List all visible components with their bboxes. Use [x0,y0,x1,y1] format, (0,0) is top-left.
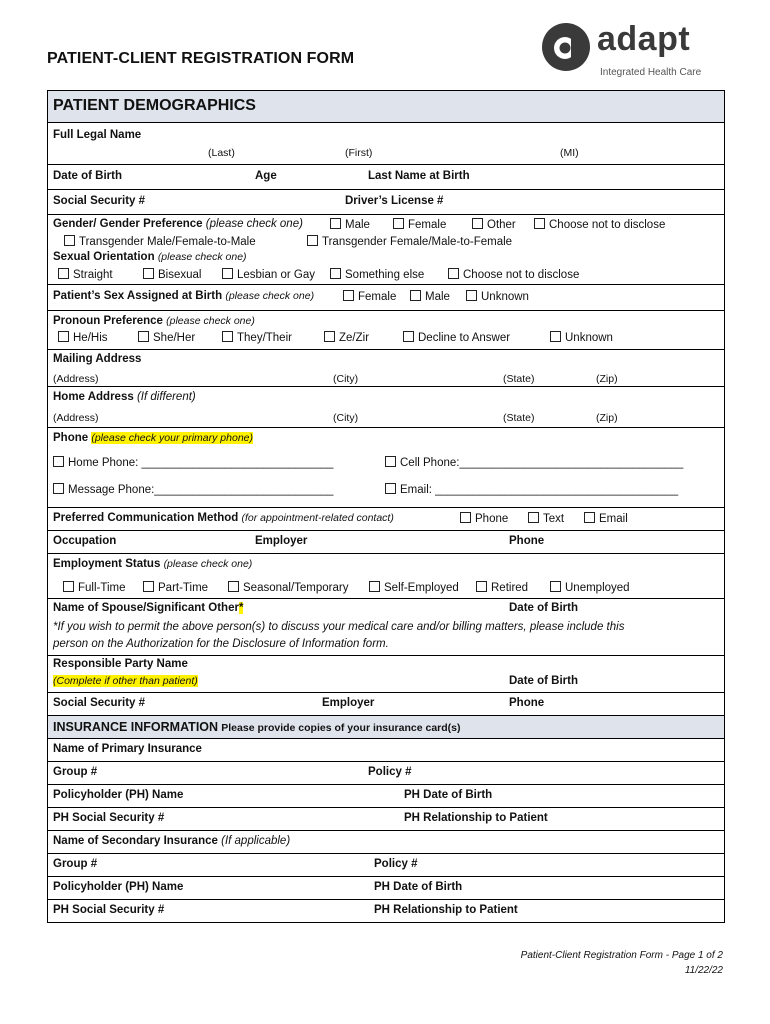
spouse-dob-label: Date of Birth [509,602,578,614]
last-name-birth-label: Last Name at Birth [368,170,470,182]
employment-parttime-option[interactable]: Part-Time [143,581,208,594]
insurance-heading: INSURANCE INFORMATION [53,720,219,734]
occupation-row[interactable] [48,531,724,554]
pronoun-row [48,311,724,350]
authorization-note-line1: *If you wish to permit the above person(s) to discuss your medical care and/or billing matters, please include this [53,621,625,633]
cell-phone-option[interactable] [385,456,683,469]
gender-trans-male-option[interactable]: Transgender Male/Female-to-Male [64,235,256,248]
dob-label: Date of Birth [53,170,122,182]
home-address-field-hint: (Address) [53,412,99,424]
primary-ph-dob-label: PH Date of Birth [404,789,493,801]
employment-row [48,554,724,599]
gender-row [48,215,724,249]
pronoun-ze-checkbox[interactable] [324,331,335,342]
employment-seasonal-option[interactable]: Seasonal/Temporary [228,581,348,594]
gender-label: Gender/ Gender Preference [53,218,203,230]
orientation-gay-option[interactable]: Lesbian or Gay [222,268,315,281]
gender-male-option[interactable]: Male [330,218,370,231]
mailing-address-row[interactable] [48,350,724,387]
pronoun-he-checkbox[interactable] [58,331,69,342]
home-phone-option[interactable] [53,456,333,469]
demographics-header [48,91,724,123]
mailing-state-hint: (State) [503,373,535,385]
sex-male-option[interactable]: Male [410,290,450,303]
logo-subtitle: Integrated Health Care [600,67,702,78]
orientation-row [48,249,724,285]
employment-self-checkbox[interactable] [369,581,380,592]
gender-trans-female-option[interactable]: Transgender Female/Male-to-Female [307,235,512,248]
email-checkbox[interactable] [385,483,396,494]
message-phone-field[interactable]: Message Phone:____________________________ [68,484,334,496]
rp-ssn-label: Social Security # [53,697,146,709]
responsible-party-label: Responsible Party Name [53,658,188,670]
sex-birth-row [48,285,724,311]
secondary-group-row[interactable] [48,854,724,877]
pronoun-he-option[interactable]: He/His [58,331,108,344]
orientation-gay-checkbox[interactable] [222,268,233,279]
home-phone-checkbox[interactable] [53,456,64,467]
full-name-row[interactable] [48,123,724,165]
employment-self-option[interactable]: Self-Employed [369,581,459,594]
pronoun-hint: (please check one) [166,315,255,327]
ssn-label: Social Security # [53,195,146,207]
phone-row [48,428,724,508]
secondary-policy-label: Policy # [374,858,418,870]
mailing-address-label: Mailing Address [53,353,142,365]
primary-policy-label: Policy # [368,766,412,778]
comm-phone-option[interactable]: Phone [460,512,508,525]
registration-form [47,90,725,923]
comm-email-option[interactable]: Email [584,512,628,525]
email-option[interactable] [385,483,678,496]
employment-fulltime-checkbox[interactable] [63,581,74,592]
responsible-party-row[interactable] [48,656,724,693]
employment-unemployed-option[interactable]: Unemployed [550,581,630,594]
primary-ph-name-row[interactable] [48,785,724,808]
rp-employer-label: Employer [322,697,375,709]
employment-hint: (please check one) [163,558,253,570]
home-address-hint: (If different) [136,391,196,403]
secondary-ph-ssn-label: PH Social Security # [53,904,165,916]
gender-female-option[interactable]: Female [393,218,446,231]
primary-ph-ssn-label: PH Social Security # [53,812,165,824]
primary-ph-ssn-row[interactable] [48,808,724,831]
gender-other-checkbox[interactable] [472,218,483,229]
dob-row[interactable] [48,165,724,190]
comm-email-checkbox[interactable] [584,512,595,523]
secondary-ph-name-row[interactable] [48,877,724,900]
message-phone-checkbox[interactable] [53,483,64,494]
sex-birth-label: Patient’s Sex Assigned at Birth [53,290,223,302]
last-name-hint: (Last) [208,147,235,159]
pronoun-ze-option[interactable]: Ze/Zir [324,331,369,344]
pronoun-they-checkbox[interactable] [222,331,233,342]
pronoun-unknown-option[interactable]: Unknown [550,331,613,344]
secondary-insurance-label: Name of Secondary Insurance [53,835,218,847]
footer-date: 11/22/22 [684,965,723,976]
orientation-straight-checkbox[interactable] [58,268,69,279]
gender-nodisclose-checkbox[interactable] [534,218,545,229]
message-phone-option[interactable] [53,483,333,496]
middle-initial-hint: (MI) [560,147,579,159]
orientation-straight-option[interactable]: Straight [58,268,113,281]
spouse-asterisk: * [238,602,244,614]
orientation-nodisclose-checkbox[interactable] [448,268,459,279]
comm-method-label: Preferred Communication Method [53,512,239,524]
gender-hint: (please check one) [205,218,303,230]
adapt-logo-icon [541,22,591,72]
secondary-ph-relationship-label: PH Relationship to Patient [374,904,518,916]
pronoun-they-option[interactable]: They/Their [222,331,292,344]
comm-text-checkbox[interactable] [528,512,539,523]
ssn-row[interactable] [48,190,724,215]
orientation-bisexual-option[interactable]: Bisexual [143,268,201,281]
footer-page-info: Patient-Client Registration Form - Page 1 of 2 [520,950,723,961]
employment-unemployed-checkbox[interactable] [550,581,561,592]
employment-parttime-checkbox[interactable] [143,581,154,592]
sex-birth-hint: (please check one) [225,290,315,302]
gender-male-checkbox[interactable] [330,218,341,229]
authorization-note [48,619,724,656]
mailing-city-hint: (City) [333,373,359,385]
pronoun-unknown-checkbox[interactable] [550,331,561,342]
email-field[interactable]: Email: ______________________________________ [400,484,679,496]
primary-insurance-label: Name of Primary Insurance [53,743,202,755]
home-phone-field[interactable]: Home Phone: ______________________________ [68,457,334,469]
responsible-party-dob-label: Date of Birth [509,675,578,687]
responsible-party-hint: (Complete if other than patient) [53,675,198,687]
employer-label: Employer [255,535,308,547]
gender-other-option[interactable]: Other [472,218,516,231]
rp-phone-label: Phone [509,697,545,709]
pronoun-decline-checkbox[interactable] [403,331,414,342]
employment-retired-option[interactable]: Retired [476,581,528,594]
sex-unknown-option[interactable]: Unknown [466,290,529,303]
adapt-logo [541,22,721,82]
phone-label: Phone [53,432,89,444]
comm-text-option[interactable]: Text [528,512,564,525]
sex-male-checkbox[interactable] [410,290,421,301]
orientation-hint: (please check one) [157,251,247,263]
drivers-license-label: Driver’s License # [345,195,444,207]
cell-phone-checkbox[interactable] [385,456,396,467]
primary-ph-relationship-label: PH Relationship to Patient [404,812,548,824]
responsible-party-details-row[interactable] [48,693,724,716]
pronoun-decline-option[interactable]: Decline to Answer [403,331,510,344]
primary-group-row[interactable] [48,762,724,785]
secondary-insurance-row[interactable] [48,831,724,854]
pronoun-she-checkbox[interactable] [138,331,149,342]
comm-phone-checkbox[interactable] [460,512,471,523]
form-title: PATIENT-CLIENT REGISTRATION FORM [47,50,355,67]
sex-female-checkbox[interactable] [343,290,354,301]
primary-group-label: Group # [53,766,98,778]
pronoun-she-option[interactable]: She/Her [138,331,195,344]
phone-hint: (please check your primary phone) [91,432,254,444]
orientation-else-checkbox[interactable] [330,268,341,279]
authorization-note-line2: person on the Authorization for the Disclosure of Information form. [53,638,389,650]
logo-wordmark: adapt [597,20,691,58]
primary-insurance-row[interactable] [48,739,724,762]
secondary-insurance-hint: (If applicable) [221,835,291,847]
full-name-label: Full Legal Name [53,129,142,141]
employer-phone-label: Phone [509,535,545,547]
employment-fulltime-option[interactable]: Full-Time [63,581,126,594]
home-address-label: Home Address [53,391,134,403]
home-address-row[interactable] [48,387,724,428]
mailing-zip-hint: (Zip) [596,373,618,385]
gender-female-checkbox[interactable] [393,218,404,229]
home-state-hint: (State) [503,412,535,424]
home-city-hint: (City) [333,412,359,424]
mailing-address-hint: (Address) [53,373,99,385]
gender-trans-female-checkbox[interactable] [307,235,318,246]
orientation-label: Sexual Orientation [53,251,155,263]
secondary-ph-dob-label: PH Date of Birth [374,881,463,893]
secondary-ph-ssn-row[interactable] [48,900,724,922]
spouse-row[interactable] [48,599,724,619]
comm-method-row [48,508,724,531]
secondary-group-label: Group # [53,858,98,870]
insurance-header [48,716,724,739]
employment-seasonal-checkbox[interactable] [228,581,239,592]
pronoun-label: Pronoun Preference [53,315,163,327]
demographics-heading: PATIENT DEMOGRAPHICS [53,97,256,114]
home-zip-hint: (Zip) [596,412,618,424]
first-name-hint: (First) [345,147,373,159]
cell-phone-field[interactable]: Cell Phone:___________________________________ [400,457,684,469]
employment-retired-checkbox[interactable] [476,581,487,592]
secondary-ph-name-label: Policyholder (PH) Name [53,881,184,893]
orientation-else-option[interactable]: Something else [330,268,424,281]
gender-nodisclose-option[interactable]: Choose not to disclose [534,218,665,231]
primary-ph-name-label: Policyholder (PH) Name [53,789,184,801]
orientation-nodisclose-option[interactable]: Choose not to disclose [448,268,579,281]
occupation-label: Occupation [53,535,117,547]
gender-trans-male-checkbox[interactable] [64,235,75,246]
employment-label: Employment Status [53,558,161,570]
insurance-heading-note: Please provide copies of your insurance card(s) [221,722,461,734]
spouse-label: Name of Spouse/Significant Other [53,602,239,614]
orientation-bisexual-checkbox[interactable] [143,268,154,279]
age-label: Age [255,170,277,182]
sex-unknown-checkbox[interactable] [466,290,477,301]
sex-female-option[interactable]: Female [343,290,396,303]
comm-method-hint: (for appointment-related contact) [241,512,394,524]
